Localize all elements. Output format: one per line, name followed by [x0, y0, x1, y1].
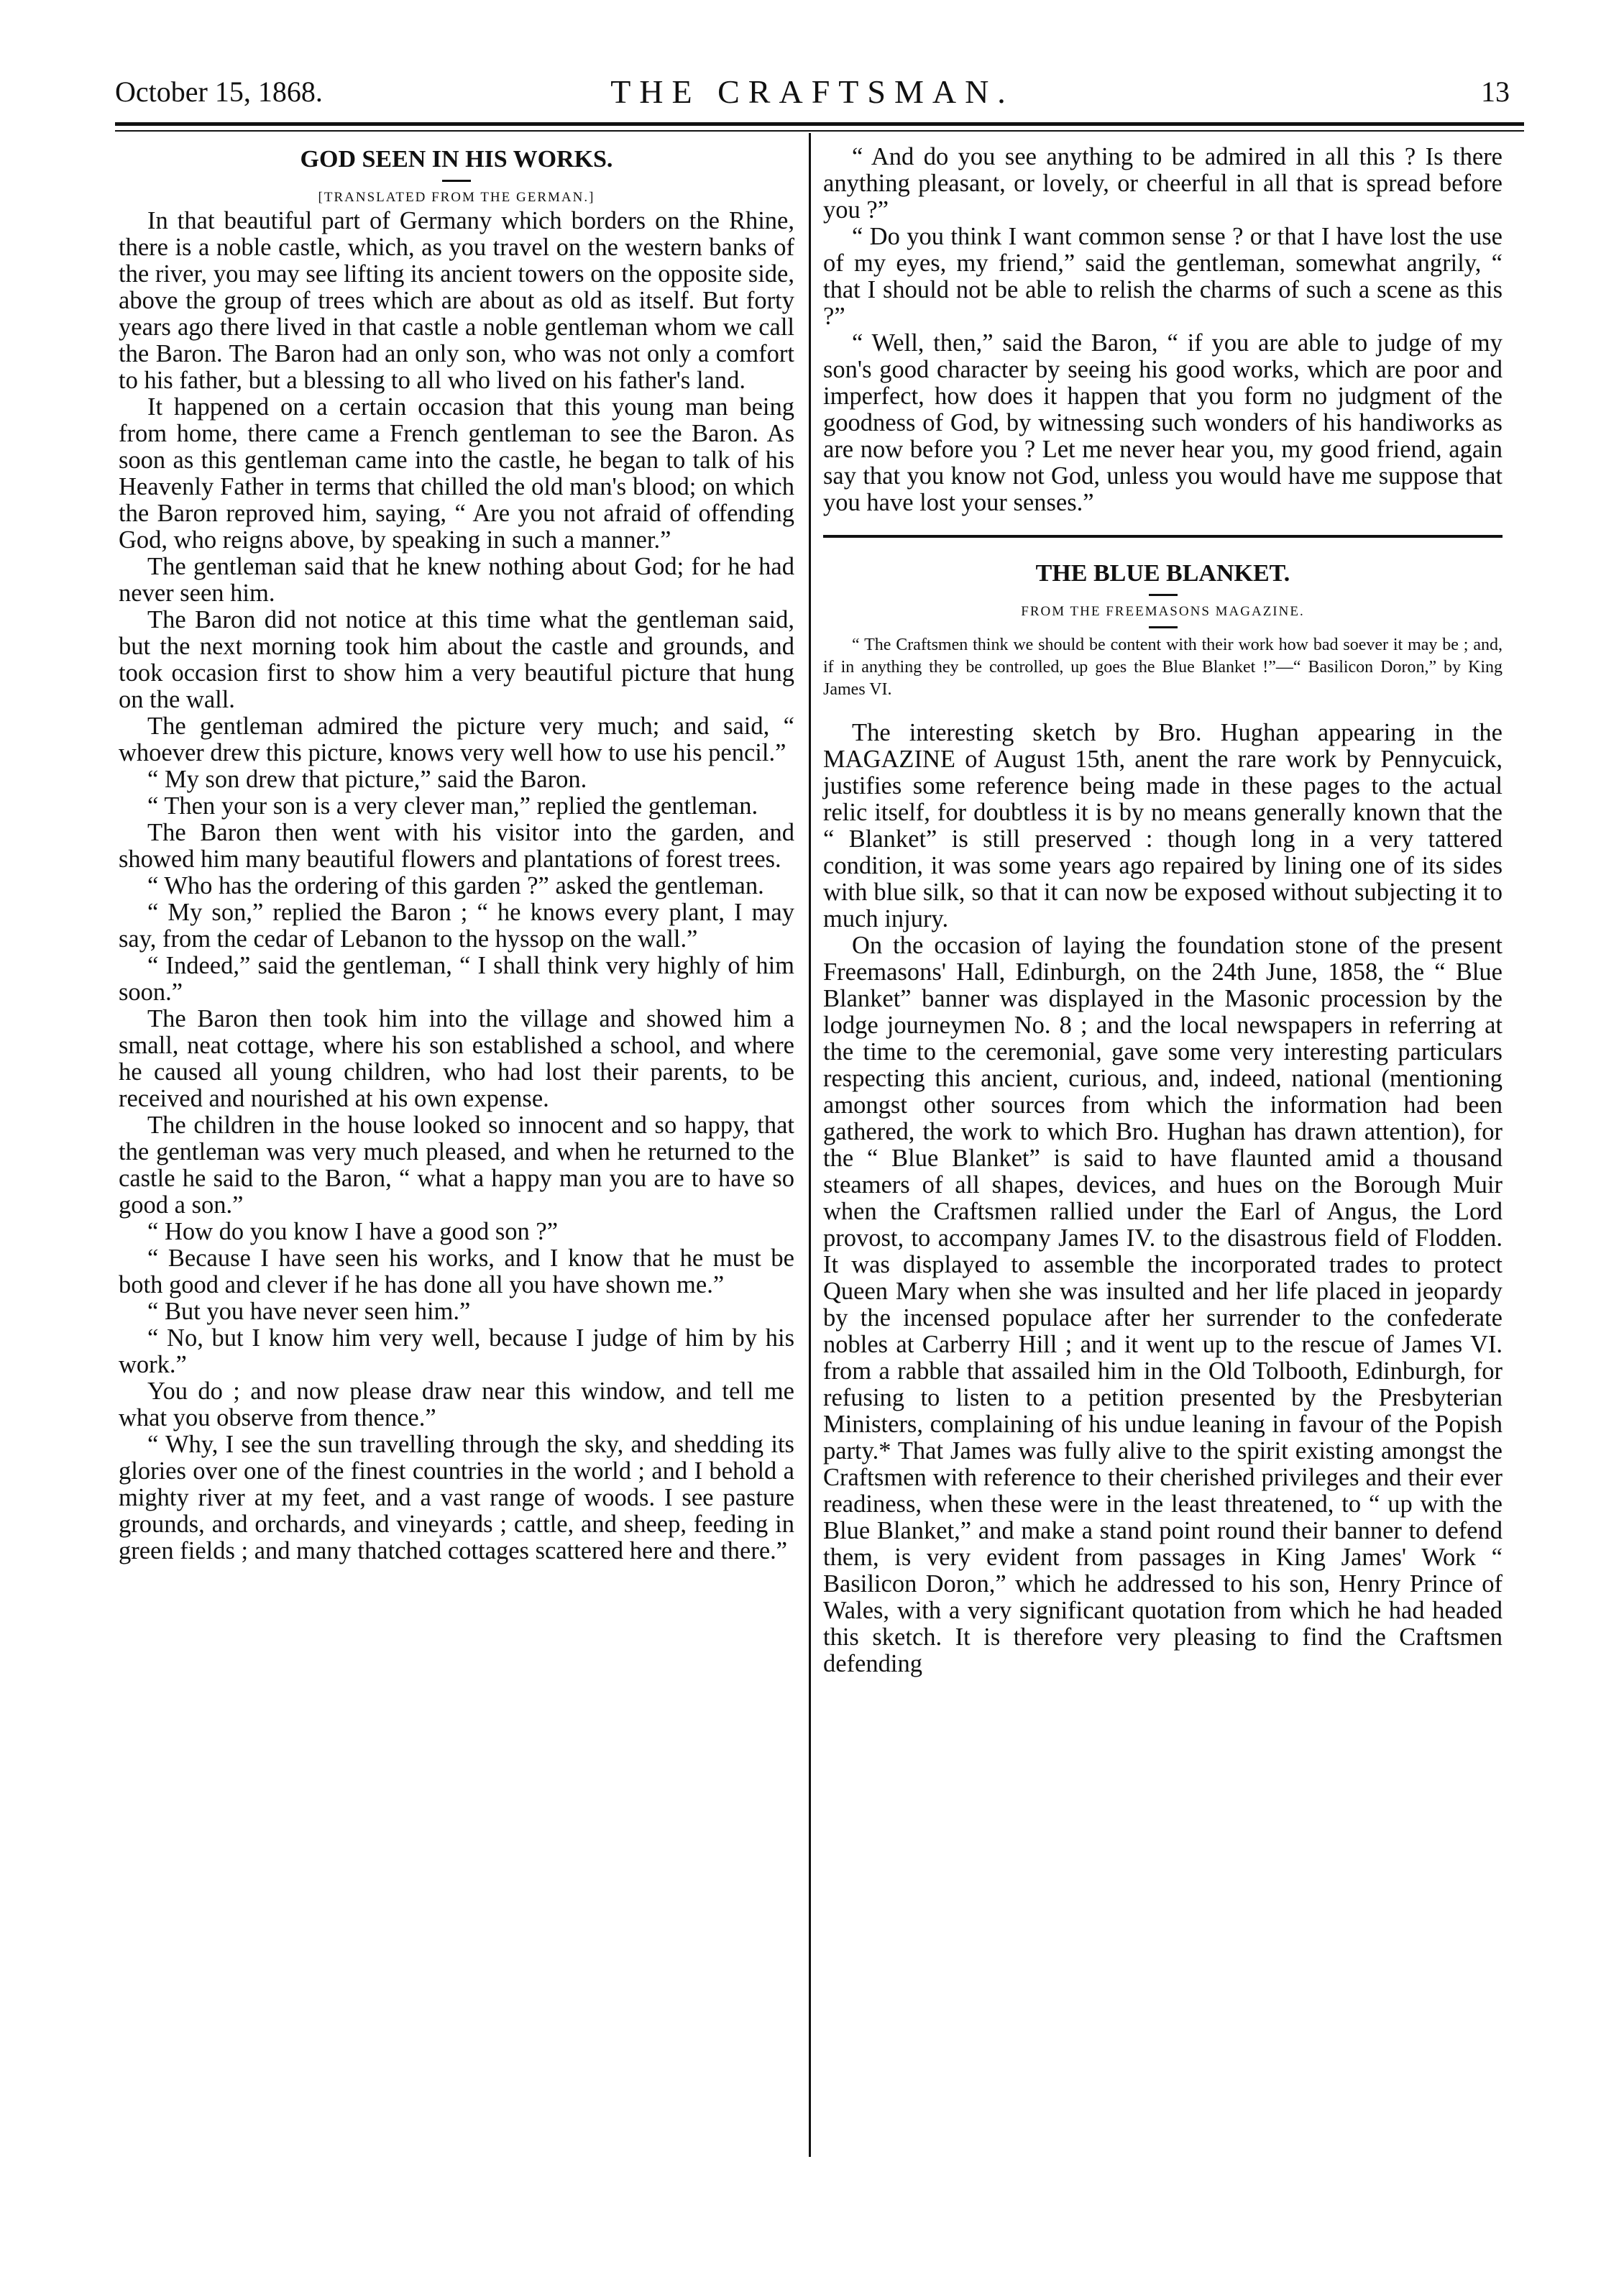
publication-title: THE CRAFTSMAN. — [610, 73, 1014, 110]
issue-date: October 15, 1868. — [115, 75, 323, 108]
title-dash — [442, 180, 471, 182]
page-number: 13 — [1481, 75, 1510, 108]
header-rule-thick — [115, 122, 1524, 126]
paragraph: “ How do you know I have a good son ?” — [147, 1218, 559, 1245]
paragraph: You do ; and now please draw near this window, and tell me what you observe from thence.” — [119, 1378, 794, 1431]
article-title: THE BLUE BLANKET. — [1035, 560, 1290, 587]
epigraph: “ The Craftsmen think we should be content with their work how bad soever it may be ; and, if in anything they be controlled, up goes the Blue Blanket !”—“ Basilicon Doron,” by King James VI. — [823, 636, 1503, 699]
paragraph: “ No, but I know him very well, because I judge of him by his work.” — [119, 1324, 794, 1378]
page-header — [115, 70, 1510, 114]
article-source: FROM THE FREEMASONS MAGAZINE. — [1021, 604, 1305, 619]
paragraph: “ Then your son is a very clever man,” replied the gentleman. — [147, 792, 758, 820]
paragraph: The gentleman admired the picture very much; and said, “ whoever drew this picture, knows very well how to use his pencil.” — [119, 712, 794, 766]
paragraph: “ Because I have seen his works, and I know that he must be both good and clever if he has done all you have shown me.” — [119, 1245, 794, 1298]
paragraph: The Baron then took him into the village and showed him a small, neat cottage, where his son established a school, and where he caused all young children, who had lost their parents, to be received and nourished at his own expense. — [119, 1005, 794, 1112]
source-dash — [1149, 626, 1178, 628]
paragraph: The Baron then went with his visitor into the garden, and showed him many beautiful flowers and plantations of forest trees. — [119, 819, 794, 873]
paragraph: It happened on a certain occasion that this young man being from home, there came a French gentleman to see the Baron. As soon as this gentleman came into the castle, he began to talk of his Heavenly Father in terms that chilled the old man's blood; on which the Baron reproved him, saying, “ Are you not afraid of offending God, who reigns above, by speaking in such a manner.” — [119, 393, 794, 554]
paragraph: “ Indeed,” said the gentleman, “ I shall think very highly of him soon.” — [119, 952, 794, 1006]
paragraph: On the occasion of laying the foundation stone of the present Freemasons' Hall, Edinburgh, on the 24th June, 1858, the “ Blue Blanket” banner was displayed in the Masonic procession by the lodge journeymen No. 8 ; and the local newspapers in referring at the time to the ceremonial, gave some very interesting particulars respecting this ancient, curious, and, indeed, national (mentioning amongst other sources from which the information had been gathered, the work to which Bro. Hughan has drawn attention), for the “ Blue Blanket” is said to have flaunted amid a thousand steamers of all shapes, devices, and hues on the Borough Muir when the Craftsmen rallied under the Earl of Angus, the Lord provost, to accompany James IV. to the disastrous field of Flodden. It was displayed to assemble the incorporated trades to protect Queen Mary when she was insulted and her life placed in jeopardy by the incensed populace after her surrender to the confederate nobles at Carberry Hill ; and it went up to the rescue of James VI. from a rabble that assailed him in the Old Tolbooth, Edinburgh, for refusing to listen to a petition presented by the Presbyterian Ministers, complaining of his undue leaning in favour of the Popish party.* That James was fully alive to the spirit existing amongst the Craftsmen with reference to their cherished privileges and their ever readiness, when these were in the least threatened, to “ up with the Blue Blanket,” and make a stand point round their banner to defend them, is very evident from passages in King James' Work “ Basilicon Doron,” which he addressed to his son, Henry Prince of Wales, with a very significant quotation from which he had headed this sketch. It is therefore very pleasing to find the Craftsmen defending — [823, 932, 1503, 1677]
column-left — [119, 144, 794, 1564]
paragraph: “ But you have never seen him.” — [147, 1298, 471, 1325]
column-right — [823, 144, 1503, 1677]
paragraph: The gentleman said that he knew nothing about God; for he had never seen him. — [119, 553, 794, 607]
paragraph: “ My son,” replied the Baron ; “ he knows every plant, I may say, from the cedar of Lebanon to the hyssop on the wall.” — [119, 899, 794, 953]
paragraph: “ Well, then,” said the Baron, “ if you are able to judge of my son's good character by seeing his good works, which are poor and imperfect, how does it happen that you form no judgment of the goodness of God, by witnessing such wonders of his handiworks as are now before you ? Let me never hear you, my good friend, again say that you know not God, unless you would have me suppose that you have lost your senses.” — [823, 329, 1503, 516]
paragraph: “ Do you think I want common sense ? or that I have lost the use of my eyes, my friend,” said the gentleman, somewhat angrily, “ that I should not be able to relish the charms of such a scene as this ?” — [823, 223, 1503, 330]
paragraph: The Baron did not notice at this time what the gentleman said, but the next morning took him about the castle and grounds, and took occasion first to show him a very beautiful picture that hung on the wall. — [119, 606, 794, 713]
article-subtitle: [TRANSLATED FROM THE GERMAN.] — [318, 190, 595, 205]
article-title: GOD SEEN IN HIS WORKS. — [300, 146, 613, 173]
paragraph: In that beautiful part of Germany which borders on the Rhine, there is a noble castle, which, as you travel on the western banks of the river, you may see lifting its ancient towers on the opposite side, above the group of trees which are about as old as itself. But forty years ago there lived in that castle a noble gentleman whom we call the Baron. The Baron had an only son, who was not only a comfort to his father, but a blessing to all who lived on his father's land. — [119, 207, 794, 394]
paragraph: “ My son drew that picture,” said the Baron. — [147, 766, 587, 793]
paragraph: “ Why, I see the sun travelling through the sky, and shedding its glories over one of the finest countries in the world ; and I behold a mighty river at my feet, and a vast range of woods. I see pasture grounds, and orchards, and vineyards ; cattle, and sheep, feeding in green fields ; and many thatched cottages scattered here and there.” — [119, 1431, 794, 1564]
paragraph: The children in the house looked so innocent and so happy, that the gentleman was very much pleased, and when he returned to the castle he said to the Baron, “ what a happy man you are to have so good a son.” — [119, 1112, 794, 1219]
paragraph: The interesting sketch by Bro. Hughan appearing in the MAGAZINE of August 15th, anent the rare work by Pennycuick, justifies some reference being made in these pages to the actual relic itself, for doubtless it is by no means generally known that the “ Blanket” is still preserved : though long in a very tattered condition, it was some years ago repaired by lining one of its sides with blue silk, so that it can now be exposed without subjecting it to much injury. — [823, 719, 1503, 932]
column-divider — [809, 133, 811, 2157]
title-dash — [1149, 594, 1178, 596]
paragraph: “ Who has the ordering of this garden ?” asked the gentleman. — [147, 872, 764, 899]
article-separator — [823, 535, 1503, 538]
paragraph: “ And do you see anything to be admired in all this ? Is there anything pleasant, or lovely, or cheerful in all that is spread before you ?” — [823, 143, 1503, 224]
header-rule-thin — [115, 130, 1524, 132]
